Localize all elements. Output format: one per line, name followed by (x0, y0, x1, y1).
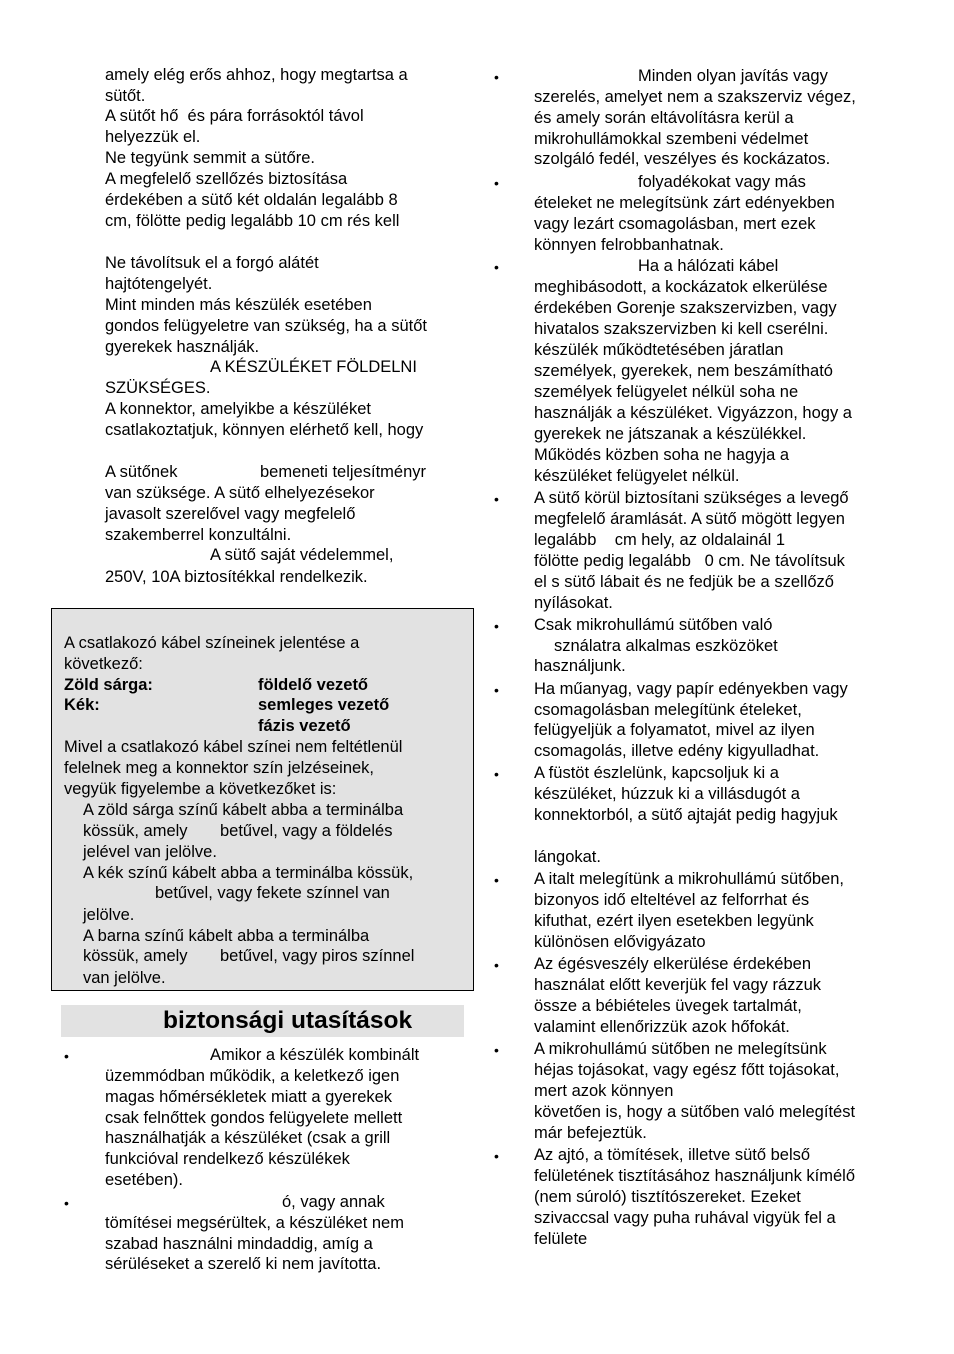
text-line: betűvel, vagy fekete színnel van (155, 884, 390, 902)
text-line: esetében). (105, 1171, 183, 1189)
text-line: érdekében a sütő két oldalán legalább 8 (105, 191, 398, 209)
text-line: meghibásodott, a kockázatok elkerülése (534, 278, 828, 296)
text-line: készüléket felügyelet nélkül. (534, 467, 740, 485)
text-line: konnektorból, a sütő ajtaját pedig hagyjuk (534, 806, 838, 824)
bullet-icon: • (494, 1148, 499, 1164)
text-line: van jelölve. (83, 969, 166, 987)
text-line: (nem súroló) tisztítószereket. Ezeket (534, 1188, 801, 1206)
text-line: már befejeztük. (534, 1124, 647, 1142)
text-line: javasolt szerelővel vagy megfelelő (105, 505, 356, 523)
text-line: lángokat. (534, 848, 601, 866)
bullet-icon: • (494, 259, 499, 275)
text-line: SZÜKSÉGES. (105, 379, 211, 397)
text-line: személyek, gyerekek, nem beszámítható (534, 362, 833, 380)
text-line: ó, vagy annak (282, 1193, 385, 1211)
text-line: felületének tisztításához használjunk kímélő (534, 1167, 856, 1185)
section-heading: biztonsági utasítások (163, 1007, 413, 1034)
text-line: van szüksége. A sütő elhelyezésekor (105, 484, 375, 502)
cable-color-label: Zöld sárga: (64, 676, 153, 694)
text-line: bemeneti teljesítményr (260, 463, 426, 481)
text-line: fölötte pedig legalább 0 cm. Ne távolítsuk (534, 552, 845, 570)
bullet-icon: • (494, 491, 499, 507)
text-line: felülete (534, 1230, 588, 1248)
text-line: folyadékokat vagy más (638, 173, 806, 191)
text-line: csak felnőttek gondos felügyelete mellett (105, 1109, 403, 1127)
text-line: sütőt. (105, 87, 146, 105)
text-line: szabad használni mindaddig, amíg a (105, 1235, 373, 1253)
bullet-icon: • (494, 957, 499, 973)
text-line: A barna színű kábelt abba a terminálba (83, 927, 370, 945)
text-line: csomagolás, illetve edény kigyulladhat. (534, 742, 820, 760)
text-line: legalább cm hely, az oldalainál 1 (534, 531, 786, 549)
bullet-icon: • (494, 766, 499, 782)
text-line: szolgáló fedél, veszélyes és kockázatos. (534, 150, 831, 168)
text-line: jelével van jelölve. (83, 843, 217, 861)
bullet-icon: • (494, 69, 499, 85)
text-line: felügyeljük a folyamatot, mivel az ilyen (534, 721, 815, 739)
cable-meaning: semleges vezető (258, 696, 390, 714)
cable-color-label: Kék: (64, 696, 100, 714)
text-line: Amikor a készülék kombinált (210, 1046, 420, 1064)
text-line: csatlakoztatjuk, könnyen elérhető kell, hogy (105, 421, 424, 439)
text-line: vagy lezárt csomagolásban, mert ezek (534, 215, 816, 233)
text-line: hivatalos szakszervizben ki kell cserélni. (534, 320, 829, 338)
bullet-icon: • (494, 682, 499, 698)
text-line: nyílásokat. (534, 594, 613, 612)
text-line: csomagolásban melegítünk ételeket, (534, 701, 802, 719)
bullet-icon: • (64, 1195, 69, 1211)
text-line: tömítései megsérültek, a készüléket nem (105, 1214, 404, 1232)
bullet-icon: • (494, 618, 499, 634)
text-line: Mivel a csatlakozó kábel színei nem feltétlenül (64, 738, 403, 756)
text-line: készüléket, húzzuk ki a villásdugót a (534, 785, 800, 803)
text-line: cm, fölötte pedig legalább 10 cm rés kell (105, 212, 400, 230)
text-line: hajtótengelyét. (105, 275, 213, 293)
text-line: üzemmódban működik, a keletkező igen (105, 1067, 400, 1085)
text-line: A sütőt hő és pára forrásoktól távol (105, 107, 364, 125)
text-line: követően is, hogy a sütőben való melegítést (534, 1103, 856, 1121)
text-line: különösen elővigyázato (534, 933, 706, 951)
text-line: sználatra alkalmas eszközöket (554, 637, 778, 655)
bullet-icon: • (64, 1048, 69, 1064)
text-line: szakemberrel konzultálni. (105, 526, 292, 544)
text-line: össze a bébiételes üvegek tartalmát, (534, 997, 802, 1015)
bullet-icon: • (494, 175, 499, 191)
text-line: érdekében Gorenje szakszervizben, vagy (534, 299, 837, 317)
text-line: betűvel, vagy a földelés (220, 822, 393, 840)
text-line: A sütő körül biztosítani szükséges a levegő (534, 489, 849, 507)
text-line: használjunk. (534, 657, 626, 675)
text-line: gondos felügyeletre van szükség, ha a sütőt (105, 317, 427, 335)
text-line: készülék működtetésében járatlan (534, 341, 784, 359)
text-line: Mint minden más készülék esetében (105, 296, 372, 314)
text-line: 250V, 10A biztosítékkal rendelkezik. (105, 568, 368, 586)
text-line: helyezzük el. (105, 128, 201, 146)
text-line: vegyük figyelembe a következőket is: (64, 780, 337, 798)
text-line: valamint ellenőrizzük azok hőfokát. (534, 1018, 790, 1036)
text-line: használhatják a készüléket (csak a grill (105, 1129, 391, 1147)
text-line: Ne távolítsuk el a forgó alátét (105, 254, 319, 272)
text-line: Csak mikrohullámú sütőben való (534, 616, 773, 634)
text-line: A sütő saját védelemmel, (210, 546, 394, 564)
text-line: A konnektor, amelyikbe a készüléket (105, 400, 371, 418)
text-line: jelölve. (83, 906, 135, 924)
text-line: betűvel, vagy piros színnel (220, 947, 415, 965)
text-line: A italt melegítünk a mikrohullámú sütőben, (534, 870, 844, 888)
text-line: mikrohullámokkal szembeni védelmet (534, 130, 809, 148)
text-line: amely elég erős ahhoz, hogy megtartsa a (105, 66, 408, 84)
text-line: szivaccsal vagy puha ruhával vigyük fel a (534, 1209, 836, 1227)
text-line: Ha műanyag, vagy papír edényekben vagy (534, 680, 848, 698)
text-line: A zöld sárga színű kábelt abba a terminálba (83, 801, 404, 819)
text-line: Az égésveszély elkerülése érdekében (534, 955, 811, 973)
text-line: sérüléseket a szerelő ki nem javította. (105, 1255, 382, 1273)
text-line: gyerekek ne játszanak a készülékkel. (534, 425, 807, 443)
text-line: mert azok könnyen (534, 1082, 674, 1100)
text-line: Működés közben soha ne hagyja a (534, 446, 790, 464)
bullet-icon: • (494, 872, 499, 888)
text-line: felelnek meg a konnektor szín jelzéseinek, (64, 759, 375, 777)
text-line: funkcióval rendelkező készülékek (105, 1150, 350, 1168)
text-line: használat előtt keverjük fel vagy rázzuk (534, 976, 822, 994)
text-line: szerelés, amelyet nem a szakszerviz végez, (534, 88, 856, 106)
cable-meaning: földelő vezető (258, 676, 369, 694)
text-line: kifuthat, ezért ilyen esetekben legyünk (534, 912, 814, 930)
bullet-icon: • (494, 1042, 499, 1058)
text-line: magas hőmérsékletek miatt a gyerekek (105, 1088, 393, 1106)
text-line: használják a készüléket. Vigyázzon, hogy a (534, 404, 852, 422)
text-line: és amely során eltávolításra kerül a (534, 109, 794, 127)
text-line: ételeket ne melegítsünk zárt edényekben (534, 194, 835, 212)
text-line: A megfelelő szellőzés biztosítása (105, 170, 348, 188)
text-line: Minden olyan javítás vagy (638, 67, 828, 85)
text-line: Ne tegyünk semmit a sütőre. (105, 149, 316, 167)
text-line: kössük, amely (83, 947, 188, 965)
text-line: következő: (64, 655, 143, 673)
text-line: A füstöt észlelünk, kapcsoljuk ki a (534, 764, 779, 782)
text-line: kössük, amely (83, 822, 188, 840)
text-line: Ha a hálózati kábel (638, 257, 779, 275)
text-line: el s sütő lábait és ne fedjük be a szellőző (534, 573, 834, 591)
text-line: A mikrohullámú sütőben ne melegítsünk (534, 1040, 827, 1058)
text-line: személyek felügyelet nélkül soha ne (534, 383, 799, 401)
text-line: gyerekek használják. (105, 338, 260, 356)
text-line: Az ajtó, a tömítések, illetve sütő belső (534, 1146, 811, 1164)
text-line: A csatlakozó kábel színeinek jelentése a (64, 634, 360, 652)
text-line: könnyen felrobbanhatnak. (534, 236, 724, 254)
text-line: A kék színű kábelt abba a terminálba kössük, (83, 864, 414, 882)
text-line: A KÉSZÜLÉKET FÖLDELNI (210, 358, 417, 376)
text-line: A sütőnek (105, 463, 178, 481)
text-line: bizonyos idő elteltével az felforrhat és (534, 891, 810, 909)
cable-meaning: fázis vezető (258, 717, 351, 735)
text-line: héjas tojásokat, vagy egész főtt tojásokat, (534, 1061, 840, 1079)
text-line: megfelelő áramlását. A sütő mögött legyen (534, 510, 845, 528)
